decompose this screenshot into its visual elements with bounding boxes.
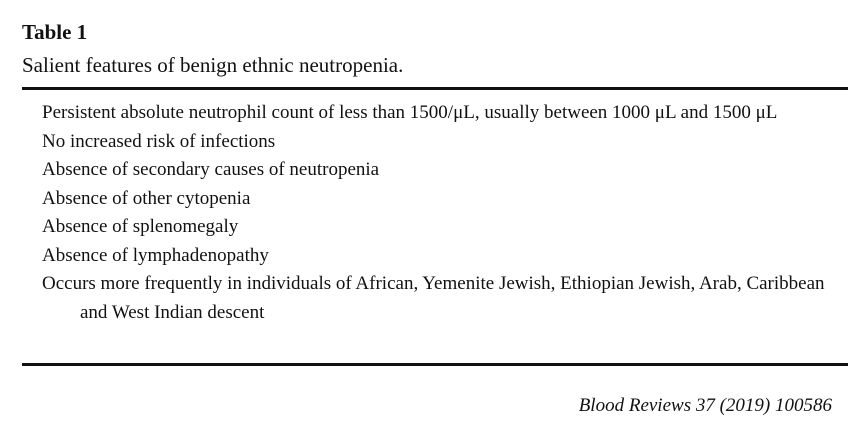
table-row: Persistent absolute neutrophil count of less than 1500/μL, usually between 1000 μL and 1500 μL [42, 102, 778, 123]
table-label: Table 1 [22, 20, 88, 44]
bottom-rule [22, 363, 848, 366]
journal-citation: Blood Reviews 37 (2019) 100586 [578, 395, 832, 416]
table-row: No increased risk of infections [42, 130, 276, 152]
table-row: Occurs more frequently in individuals of African, Yemenite Jewish, Ethiopian Jewish, Arab, Caribbean and West Indian descent [42, 273, 825, 323]
top-rule [22, 87, 848, 90]
table-row: Absence of other cytopenia [42, 187, 251, 209]
table-row: Absence of secondary causes of neutropenia [42, 159, 380, 180]
table-row: Absence of lymphadenopathy [42, 244, 269, 266]
table-row: Absence of splenomegaly [42, 216, 239, 237]
feature-list [42, 99, 842, 327]
table-caption: Salient features of benign ethnic neutropenia. [22, 53, 404, 77]
